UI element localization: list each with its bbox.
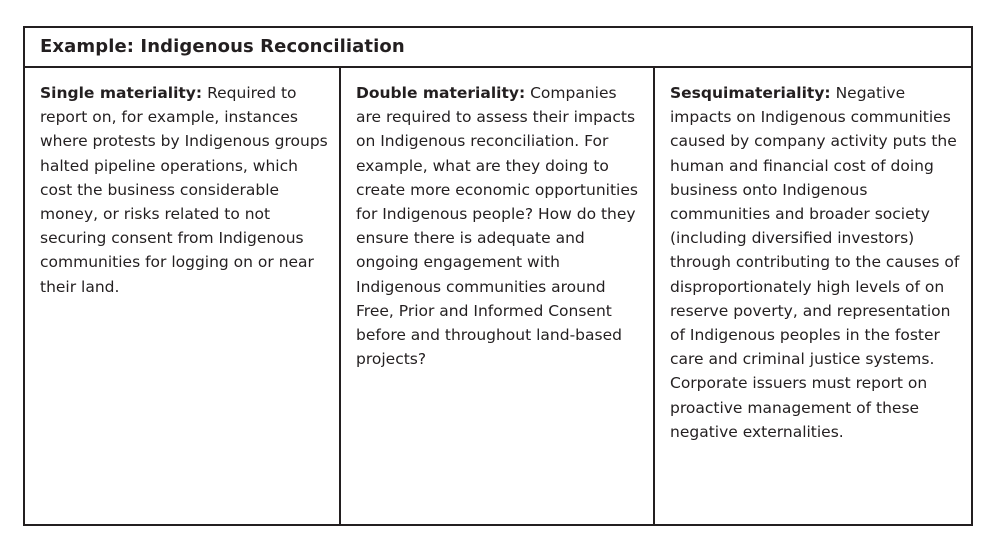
sesquimateriality-text: Negative impacts on Indigenous communities caused by company activity puts the human and financial cost of doing business onto Indigenous communities and broader society (including diversified investors) through contributing to the causes of disproportionately high levels of on reserve poverty, and representation of Indigenous peoples in the foster care and criminal justice systems. Corporate issuers must report on proactive management of these negative externalities.	[670, 84, 960, 441]
single-materiality-cell	[25, 68, 341, 524]
sesquimateriality-label: Sesquimateriality:	[670, 84, 831, 102]
single-materiality-label: Single materiality:	[40, 84, 203, 102]
table-title: Example: Indigenous Reconciliation	[25, 28, 971, 68]
double-materiality-cell	[341, 68, 655, 524]
double-materiality-label: Double materiality:	[356, 84, 526, 102]
double-materiality-text: Companies are required to assess their impacts on Indigenous reconciliation. For example, what are they doing to create more economic opportunities for Indigenous people? How do they ensure there is adequate and ongoing engagement with Indigenous communities around Free, Prior and Informed Consent before and throughout land-based projects?	[356, 84, 638, 369]
sesquimateriality-cell	[655, 68, 971, 524]
example-table	[23, 26, 973, 526]
single-materiality-text: Required to report on, for example, instances where protests by Indigenous groups halted pipeline operations, which cost the business considerable money, or risks related to not securing consent from Indigenous communities for logging on or near their land.	[40, 84, 328, 296]
